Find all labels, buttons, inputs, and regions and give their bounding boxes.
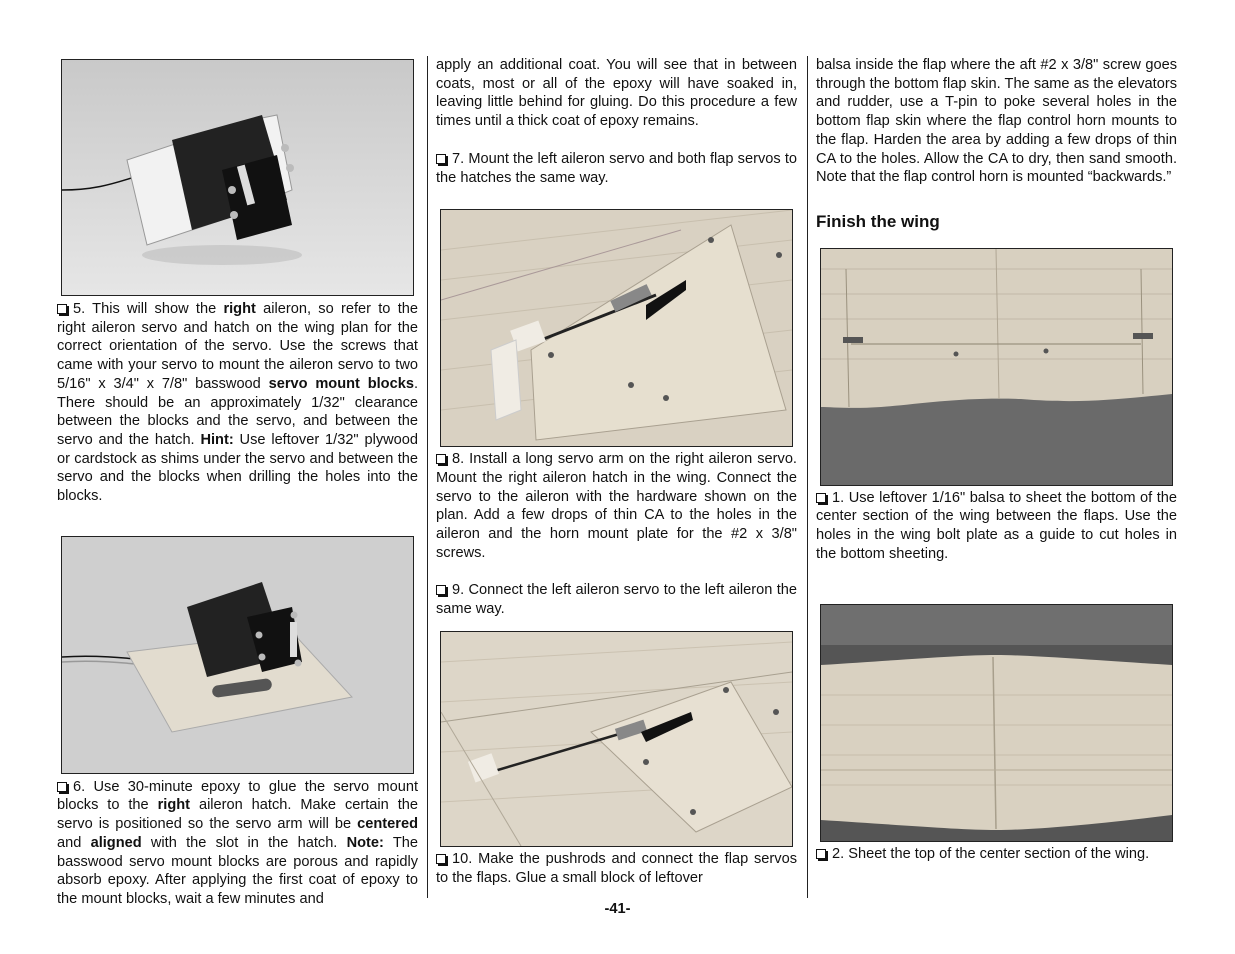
- column-2: [436, 56, 797, 887]
- page-number: -41-: [604, 901, 631, 917]
- section-heading: Finish the wing: [816, 211, 940, 231]
- step-5-text: 5. This will show the right aileron, so refer to the right aileron servo and hatch on the wing plan for the correct orientation of the servo. Use the screws that came with your servo to mount the aileron servo to two 5/16" x 3/4" x 7/8" basswood servo mount blocks. There should be an approximately 1/32" clearance between the blocks and the servo, and between the servo and the hatch. Hint: Use leftover 1/32" plywood or cardstock as shims under the servo and between the servo and the blocks when drilling the holes into the blocks.: [57, 301, 418, 505]
- checkbox-icon[interactable]: [57, 304, 67, 314]
- finish-step-2-text: 2. Sheet the top of the center section of the wing.: [816, 845, 1177, 864]
- column-3: [816, 56, 1177, 864]
- step-7-text: 7. Mount the left aileron servo and both flap servos to the hatches the same way.: [436, 150, 797, 186]
- step-6-continued: apply an additional coat. You will see that in between coats, most or all of the epoxy will have soaked in, leaving little behind for gluing. Do this procedure a few times until a thick coat of epoxy remains.: [436, 57, 797, 130]
- finish-step-1-text: 1. Use leftover 1/16" balsa to sheet the bottom of the center section of the wing between the flaps. Use the holes in the wing bolt plate as a guide to cut holes in the bottom sheeting.: [816, 489, 1177, 562]
- checkbox-icon[interactable]: [436, 154, 446, 164]
- checkbox-icon[interactable]: [57, 782, 67, 792]
- column-1: [57, 56, 418, 909]
- checkbox-icon[interactable]: [436, 454, 446, 464]
- photo-wing-bottom-sheeting: [820, 248, 1173, 486]
- step-9-text: 9. Connect the left aileron servo to the left aileron the same way.: [436, 582, 797, 618]
- column-divider-left: [427, 56, 428, 898]
- photo-servo-on-hatch: [61, 536, 414, 774]
- photo-flap-pushrod: [440, 631, 793, 847]
- photo-servo-with-blocks: [61, 59, 414, 296]
- column-divider-right: [807, 56, 808, 898]
- photo-aileron-servo-installed: [440, 209, 793, 447]
- step-10-text: 10. Make the pushrods and connect the flap servos to the flaps. Glue a small block of leftover: [436, 850, 797, 886]
- checkbox-icon[interactable]: [816, 493, 826, 503]
- checkbox-icon[interactable]: [436, 854, 446, 864]
- step-8-text: 8. Install a long servo arm on the right aileron servo. Mount the right aileron hatch in the wing. Connect the servo to the aileron with the hardware shown on the plan. Add a few drops of thin CA to the holes in the aileron and the horn mount plate for the #2 x 3/8" screws.: [436, 451, 797, 561]
- step-6-text: 6. Use 30-minute epoxy to glue the servo mount blocks to the right aileron hatch. Make certain the servo is positioned so the servo arm will be centered and aligned with the slot in the hatch. Note: The basswood servo mount blocks are porous and rapidly absorb epoxy. After applying the first coat of epoxy to the mount blocks, wait a few minutes and: [57, 778, 418, 907]
- photo-wing-top-sheeting: [820, 604, 1173, 842]
- checkbox-icon[interactable]: [436, 585, 446, 595]
- step-10-continued: balsa inside the flap where the aft #2 x 3/8" screw goes through the bottom flap skin. The same as the elevators and rudder, use a T-pin to poke several holes in the bottom flap skin where the flap control horn mounts to the flap. Harden the area by adding a few drops of thin CA to the holes. Allow the CA to dry, then sand smooth. Note that the flap control horn is mounted “backwards.”: [816, 57, 1177, 186]
- checkbox-icon[interactable]: [816, 849, 826, 859]
